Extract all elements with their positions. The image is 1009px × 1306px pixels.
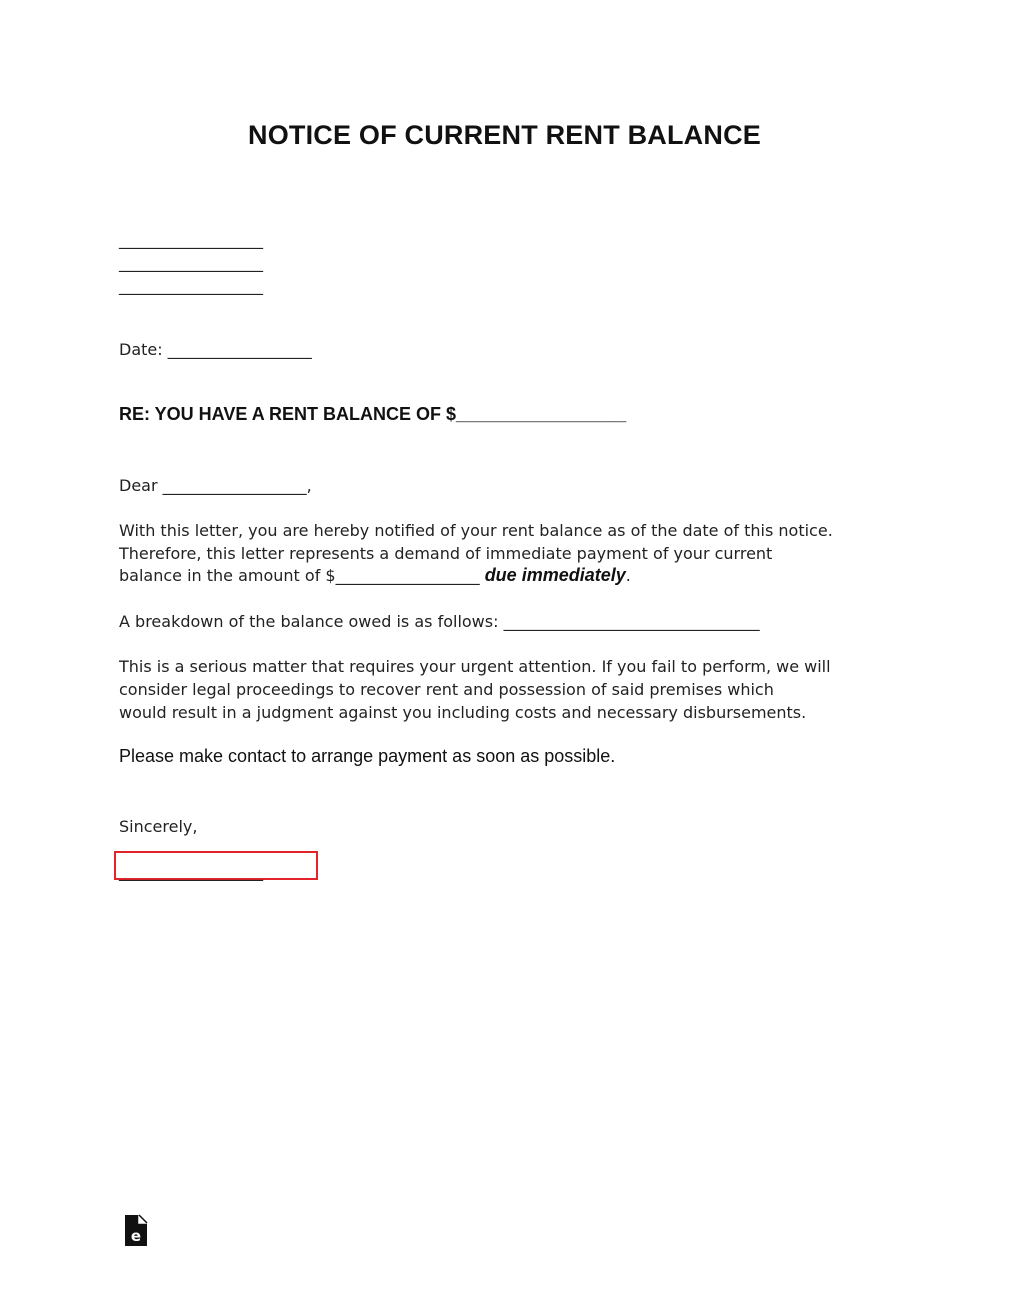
closing: Sincerely, [119,817,198,836]
date-field[interactable]: Date: __________________ [119,340,312,359]
paragraph-2-line-2: consider legal proceedings to recover rent and possession of said premises which [119,680,774,699]
balance-amount-field[interactable]: balance in the amount of $__________________ [119,566,485,585]
address-line-1[interactable]: __________________ [119,230,263,249]
salutation-field[interactable]: Dear __________________, [119,476,312,495]
logo-letter: e [130,1227,142,1245]
address-line-3[interactable]: __________________ [119,276,263,295]
due-immediately-emphasis: due immediately [484,565,626,585]
re-subject-line: RE: YOU HAVE A RENT BALANCE OF $_________________ [119,404,627,424]
document-title: NOTICE OF CURRENT RENT BALANCE [248,120,761,150]
paragraph-2-line-3: would result in a judgment against you including costs and necessary disbursements. [119,703,807,722]
period: . [625,566,631,585]
paragraph-1-line-2: Therefore, this letter represents a demand of immediate payment of your current [119,544,773,563]
document-e-logo-icon [124,1214,148,1247]
address-line-2[interactable]: __________________ [119,253,263,272]
paragraph-1-line-1: With this letter, you are hereby notified of your rent balance as of the date of this notice. [119,521,833,540]
signature-field[interactable]: __________________ [119,862,263,881]
breakdown-field[interactable]: A breakdown of the balance owed is as follows: ________________________________ [119,612,760,631]
paragraph-1-line-3 [119,564,631,587]
paragraph-2-line-1: This is a serious matter that requires your urgent attention. If you fail to perform, we will [119,657,831,676]
contact-request: Please make contact to arrange payment as soon as possible. [119,746,616,766]
